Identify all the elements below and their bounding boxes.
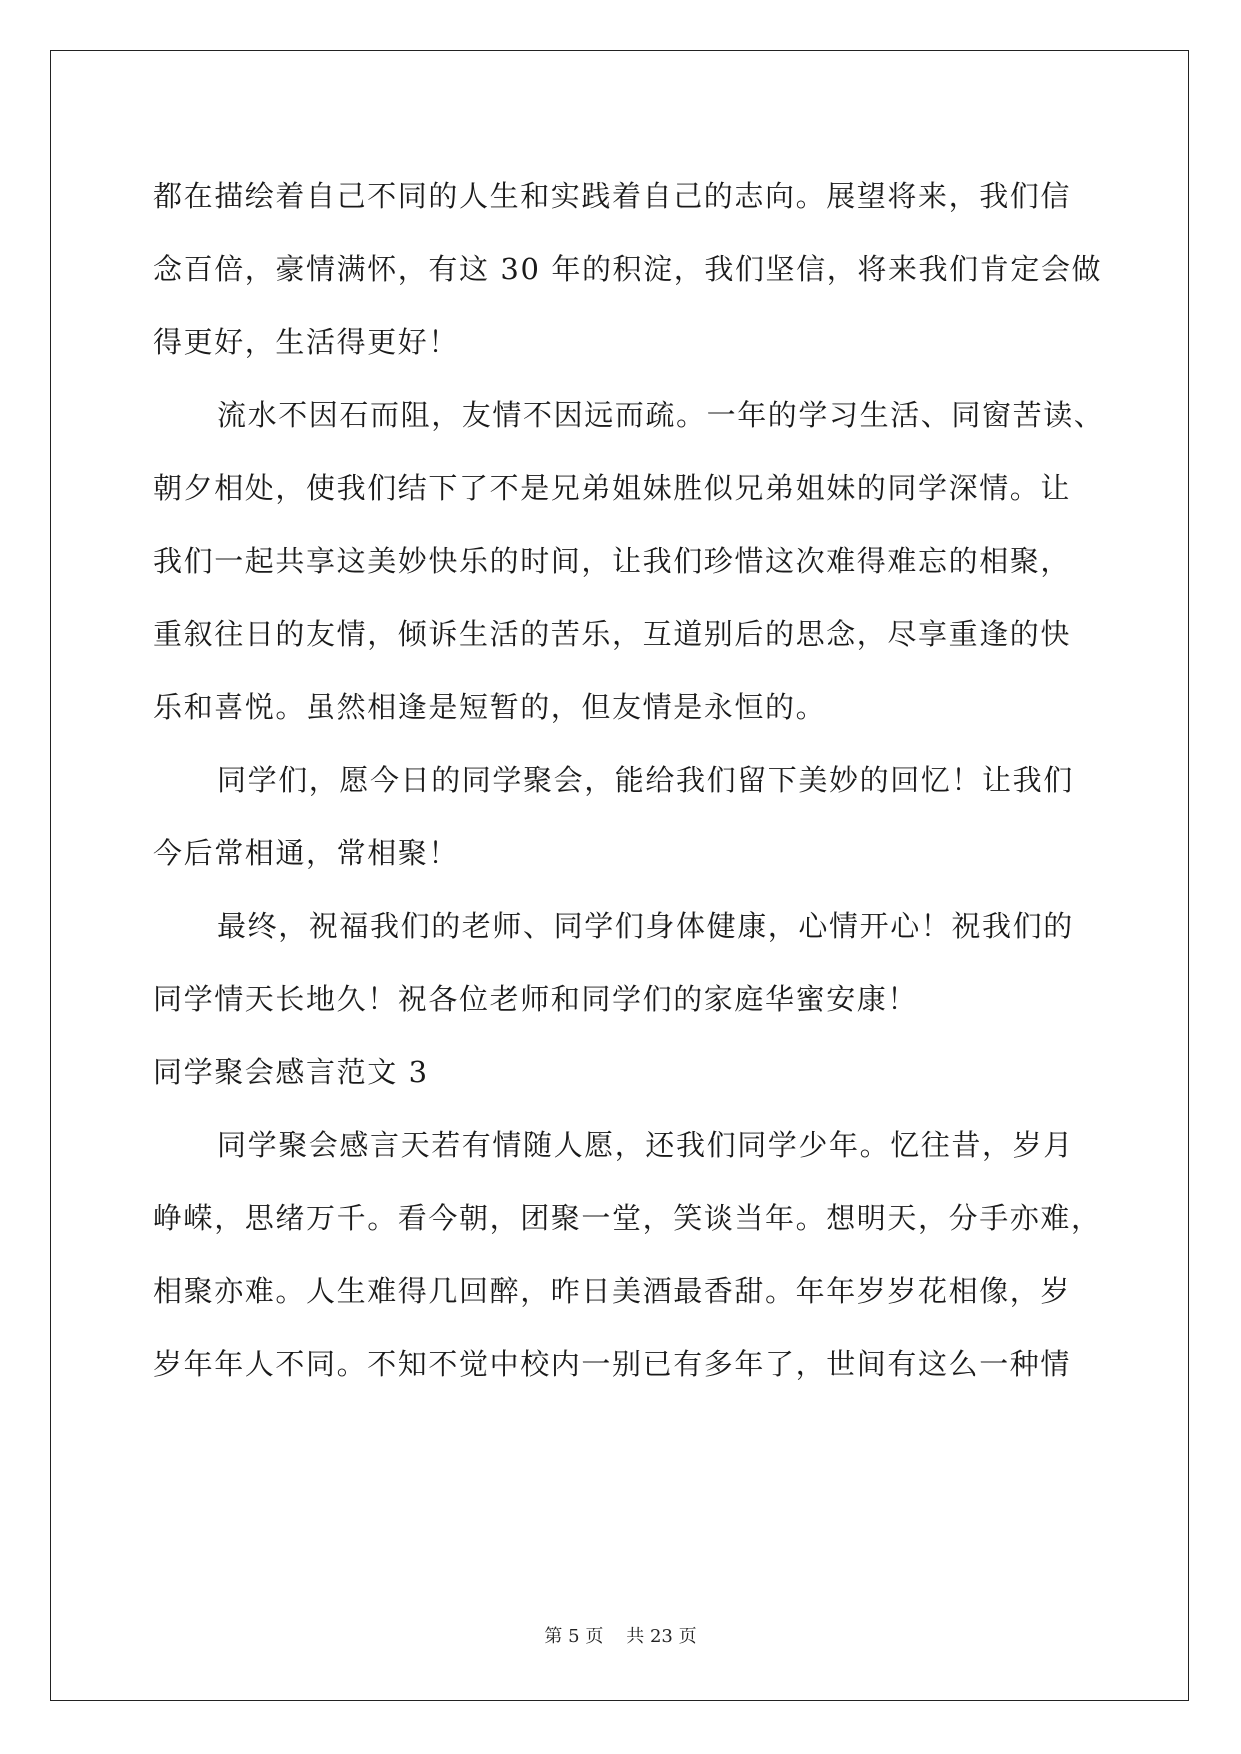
text-line: 朝夕相处，使我们结下了不是兄弟姐妹胜似兄弟姐妹的同学深情。让 xyxy=(153,471,1072,505)
paragraph-4 xyxy=(153,890,1093,1036)
paragraph-2 xyxy=(153,379,1105,744)
page-number: 第 5 页 xyxy=(544,1626,604,1647)
heading-text: 同学聚会感言范文 3 xyxy=(153,1055,429,1089)
text-line: 同学情天长地久！祝各位老师和同学们的家庭华蜜安康！ xyxy=(153,982,919,1016)
document-body xyxy=(153,160,1105,1401)
text-line: 峥嵘，思绪万千。看今朝，团聚一堂，笑谈当年。想明天，分手亦难， xyxy=(153,1201,1102,1235)
text-line: 重叙往日的友情，倾诉生活的苦乐，互道别后的思念，尽享重逢的快 xyxy=(153,617,1072,651)
text-line: 念百倍，豪情满怀，有这 30 年的积淀，我们坚信，将来我们肯定会做 xyxy=(153,252,1103,286)
paragraph-3 xyxy=(153,744,1093,890)
text-line: 乐和喜悦。虽然相逢是短暂的，但友情是永恒的。 xyxy=(153,690,827,724)
text-line: 得更好，生活得更好！ xyxy=(153,325,460,359)
text-line: 最终，祝福我们的老师、同学们身体健康，心情开心！祝我们的 xyxy=(217,909,1074,943)
section-heading xyxy=(153,1036,1093,1109)
text-line: 我们一起共享这美妙快乐的时间，让我们珍惜这次难得难忘的相聚， xyxy=(153,544,1072,578)
text-line: 同学聚会感言天若有情随人愿，还我们同学少年。忆往昔，岁月 xyxy=(217,1128,1074,1162)
text-line: 岁年年人不同。不知不觉中校内一别已有多年了，世间有这么一种情 xyxy=(153,1347,1072,1381)
paragraph-5 xyxy=(153,1109,1102,1401)
page-footer xyxy=(0,1622,1241,1648)
text-line: 都在描绘着自己不同的人生和实践着自己的志向。展望将来，我们信 xyxy=(153,179,1072,213)
text-line: 同学们，愿今日的同学聚会，能给我们留下美妙的回忆！让我们 xyxy=(217,763,1074,797)
text-line: 流水不因石而阻，友情不因远而疏。一年的学习生活、同窗苦读、 xyxy=(217,398,1105,432)
paragraph-1 xyxy=(153,160,1103,379)
text-line: 今后常相通，常相聚！ xyxy=(153,836,460,870)
page-total: 共 23 页 xyxy=(626,1626,697,1647)
text-line: 相聚亦难。人生难得几回醉，昨日美酒最香甜。年年岁岁花相像，岁 xyxy=(153,1274,1072,1308)
